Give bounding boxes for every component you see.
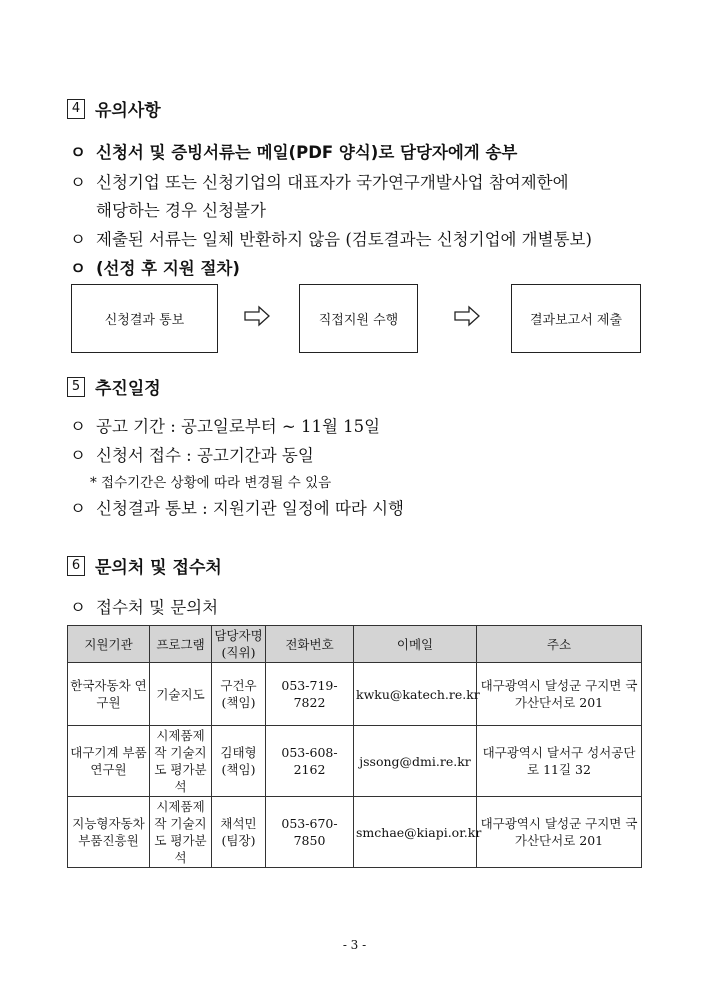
bullet-icon: ㅇ <box>70 499 86 518</box>
address-cell: 대구광역시 달성군 구지면 국가산단서로 201 <box>477 797 642 868</box>
phone-cell: 053-608-2162 <box>266 726 354 797</box>
section-6-heading <box>67 553 222 578</box>
note: * 접수기간은 상황에 따라 변경될 수 있음 <box>90 475 332 491</box>
org-cell: 한국자동차 연구원 <box>68 663 150 726</box>
bullet-icon: ㅇ <box>70 417 86 436</box>
column-header: 주소 <box>477 626 642 663</box>
column-header: 프로그램 <box>150 626 212 663</box>
bullet-item: ㅇ 신청서 및 증빙서류는 메일(PDF 양식)로 담당자에게 송부 <box>70 139 517 163</box>
section-title: 추진일정 <box>95 379 161 399</box>
page-number: - 3 - <box>342 938 367 952</box>
table-row <box>68 726 642 797</box>
program-cell: 기술지도 <box>150 663 212 726</box>
org-cell: 지능형자동차 부품진흥원 <box>68 797 150 868</box>
table-row <box>68 797 642 868</box>
flow-step-2: 직접지원 수행 <box>299 284 418 353</box>
bullet-item: ㅇ 신청기업 또는 신청기업의 대표자가 국가연구개발사업 참여제한에 <box>70 169 569 193</box>
section-5-heading <box>67 374 161 399</box>
bullet-icon: ㅇ <box>70 259 86 278</box>
bullet-item: ㅇ (선정 후 지원 절차) <box>70 255 240 279</box>
column-header: 지원기관 <box>68 626 150 663</box>
bullet-icon: ㅇ <box>70 173 86 192</box>
email-cell: smchae@kiapi.or.kr <box>354 797 477 868</box>
email-cell: jssong@dmi.re.kr <box>354 726 477 797</box>
table-header-row <box>68 626 642 663</box>
column-header: 전화번호 <box>266 626 354 663</box>
email-cell: kwku@katech.re.kr <box>354 663 477 726</box>
column-header: 이메일 <box>354 626 477 663</box>
flow-step-1: 신청결과 통보 <box>71 284 218 353</box>
phone-cell: 053-670-7850 <box>266 797 354 868</box>
flow-step-3: 결과보고서 제출 <box>511 284 641 353</box>
bullet-icon: ㅇ <box>70 143 86 162</box>
section-title: 유의사항 <box>95 101 161 121</box>
bullet-item: ㅇ 신청서 접수 : 공고기간과 동일 <box>70 442 314 466</box>
address-cell: 대구광역시 달서구 성서공단로 11길 32 <box>477 726 642 797</box>
arrow-right-icon <box>244 305 270 327</box>
bullet-continuation: 해당하는 경우 신청불가 <box>96 201 266 220</box>
contact-cell: 김태형 (책임) <box>212 726 266 797</box>
program-cell: 시제품제작 기술지도 평가분석 <box>150 726 212 797</box>
contact-table <box>67 625 642 868</box>
column-header: 담당자명 (직위) <box>212 626 266 663</box>
bullet-icon: ㅇ <box>70 446 86 465</box>
arrow-right-icon <box>454 305 480 327</box>
bullet-item: ㅇ 신청결과 통보 : 지원기관 일정에 따라 시행 <box>70 495 404 519</box>
section-4-heading <box>67 96 161 121</box>
contact-cell: 채석민 (팀장) <box>212 797 266 868</box>
section-number: 4 <box>67 99 85 119</box>
address-cell: 대구광역시 달성군 구지면 국가산단서로 201 <box>477 663 642 726</box>
bullet-item: ㅇ 제출된 서류는 일체 반환하지 않음 (검토결과는 신청기업에 개별통보) <box>70 226 592 250</box>
section-title: 문의처 및 접수처 <box>95 558 222 578</box>
table-row <box>68 663 642 726</box>
section-number: 5 <box>67 377 85 397</box>
bullet-icon: ㅇ <box>70 598 86 617</box>
section-number: 6 <box>67 556 85 576</box>
bullet-item: ㅇ 접수처 및 문의처 <box>70 594 218 618</box>
bullet-item: ㅇ 공고 기간 : 공고일로부터 ~ 11월 15일 <box>70 413 380 437</box>
program-cell: 시제품제작 기술지도 평가분석 <box>150 797 212 868</box>
contact-cell: 구건우 (책임) <box>212 663 266 726</box>
org-cell: 대구기계 부품연구원 <box>68 726 150 797</box>
phone-cell: 053-719-7822 <box>266 663 354 726</box>
bullet-icon: ㅇ <box>70 230 86 249</box>
